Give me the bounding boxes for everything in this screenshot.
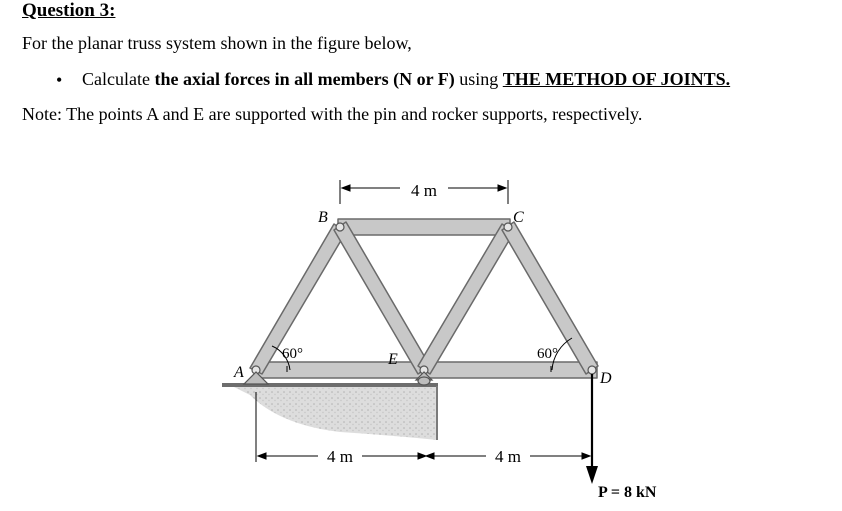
joint-label-b: B [318, 209, 328, 226]
bullet-bold-text: the axial forces in all members (N or F) [154, 69, 455, 89]
dim-bottom-right-label: 4 m [495, 447, 521, 466]
load-label: P = 8 kN [598, 484, 657, 501]
bullet-prefix: Calculate [82, 69, 155, 89]
joint-label-e: E [388, 351, 398, 368]
load-arrow [586, 374, 598, 484]
angle-label-left: 60° [282, 346, 303, 362]
bullet-middle: using [454, 69, 503, 89]
question-heading: Question 3: [22, 0, 116, 21]
member-bc [338, 219, 510, 235]
angle-label-right: 60° [537, 346, 558, 362]
pin-d [588, 366, 596, 374]
joint-label-a: A [234, 364, 244, 381]
method-of-joints-text: THE METHOD OF JOINTS. [502, 69, 731, 89]
bullet-dot: • [56, 70, 63, 90]
dim-top-label: 4 m [411, 181, 437, 200]
joint-label-d: D [600, 370, 612, 387]
pin-b [336, 223, 344, 231]
pin-c [504, 223, 512, 231]
ground-platform [222, 383, 438, 440]
question-intro: For the planar truss system shown in the figure below, [22, 33, 412, 53]
member-be [334, 222, 430, 374]
joint-label-c: C [513, 209, 524, 226]
support-note: Note: The points A and E are supported with the pin and rocker supports, respectively. [22, 104, 643, 124]
dim-bottom-left-label: 4 m [327, 447, 353, 466]
member-ec [418, 224, 514, 374]
